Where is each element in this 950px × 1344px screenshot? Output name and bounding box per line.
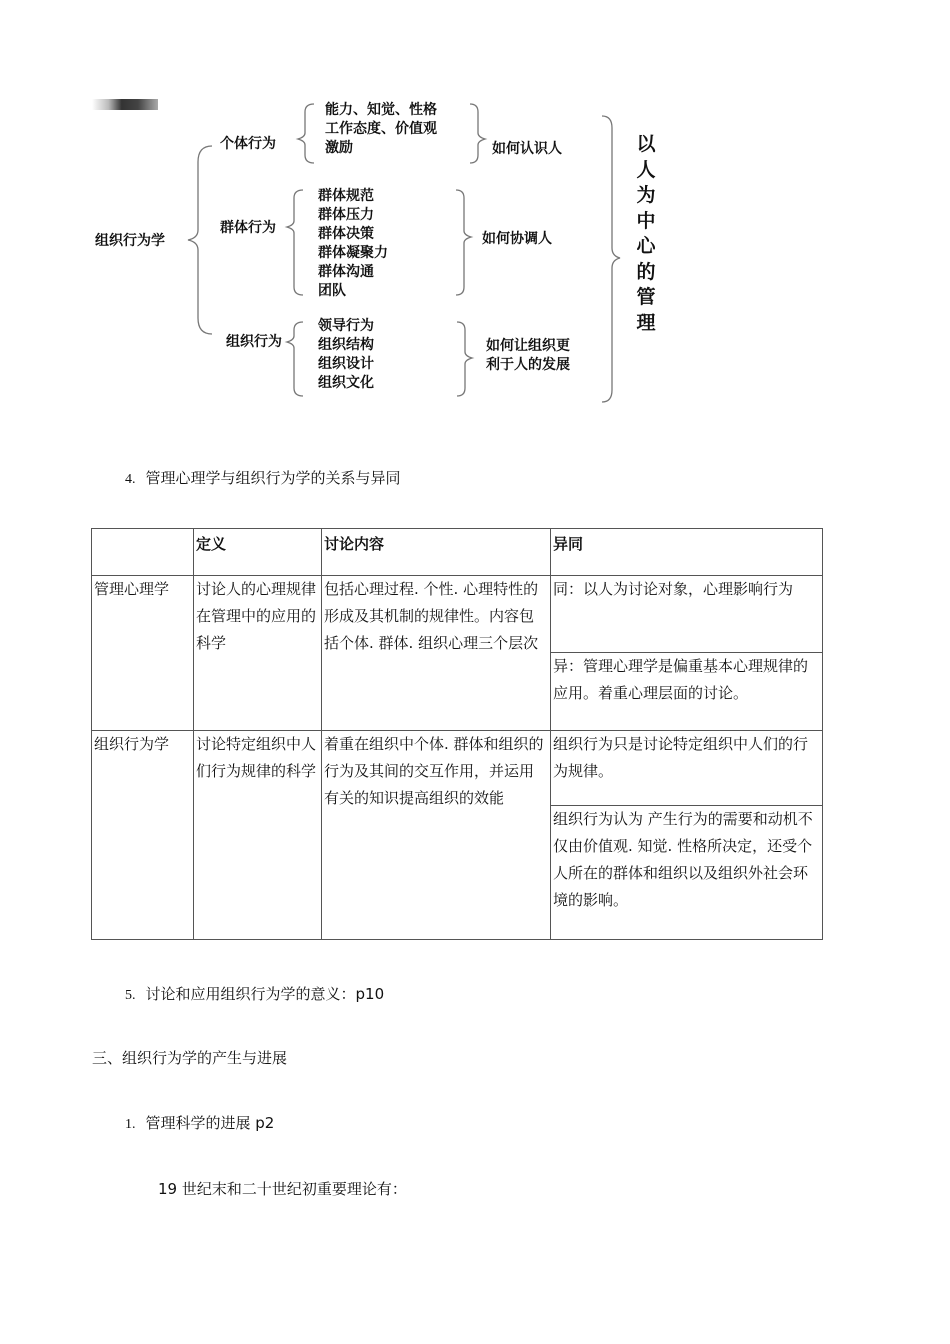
branch-item: 群体沟通 xyxy=(318,264,374,280)
conclusion-char: 理 xyxy=(636,311,656,334)
branch-item: 团队 xyxy=(318,283,346,299)
table-header-cell xyxy=(92,529,194,576)
similarity-text: 组织行为只是讨论特定组织中人们的行为规律。 xyxy=(553,735,809,780)
branch-item: 群体凝聚力 xyxy=(318,245,388,261)
branch-organization-purpose xyxy=(486,337,570,375)
branch-group-purpose: 如何协调人 xyxy=(482,231,552,247)
diagram-braces xyxy=(0,0,950,420)
branch-group-items xyxy=(318,187,388,301)
branch-item: 组织文化 xyxy=(318,375,374,391)
similarity-text: 同：以人为讨论对象，心理影响行为 xyxy=(553,580,794,598)
branch-individual-label: 个体行为 xyxy=(220,136,276,152)
section-4-heading xyxy=(125,467,401,488)
table-header-cell: 异同 xyxy=(551,529,823,576)
row-definition-cell: 讨论人的心理规律在管理中的应用的科学 xyxy=(194,576,322,731)
purpose-line: 利于人的发展 xyxy=(486,357,570,373)
conclusion-char: 为 xyxy=(636,184,656,206)
table-row xyxy=(92,576,823,731)
section-5-heading xyxy=(125,983,384,1004)
section-number: 1. xyxy=(125,1117,136,1132)
branch-item: 群体决策 xyxy=(318,226,374,242)
branch-group-label: 群体行为 xyxy=(220,220,276,236)
table-header-row xyxy=(92,529,823,576)
branch-organization-items xyxy=(318,317,374,393)
branch-item: 工作态度、价值观 xyxy=(325,121,437,137)
conclusion-char: 管 xyxy=(636,286,656,308)
row-name-cell: 管理心理学 xyxy=(92,576,194,731)
conclusion-char: 的 xyxy=(636,260,656,283)
difference-text: 异：管理心理学是偏重基本心理规律的应用。着重心理层面的讨论。 xyxy=(551,652,822,729)
section-title: 管理科学的进展 p2 xyxy=(145,1114,275,1132)
section-title: 管理心理学与组织行为学的关系与异同 xyxy=(145,469,401,487)
conclusion-char: 以 xyxy=(636,133,656,155)
difference-text: 组织行为认为 产生行为的需要和动机不仅由价值观. 知觉. 性格所决定，还受个人所在的群体和组织以及组织外社会环境的影响。 xyxy=(551,805,822,938)
branch-item: 领导行为 xyxy=(318,318,374,334)
section-number: 5. xyxy=(125,988,136,1003)
row-comparison-cell xyxy=(551,576,823,731)
branch-organization-label: 组织行为 xyxy=(226,334,282,350)
branch-individual-items xyxy=(325,101,437,158)
chapter-3-heading: 三、组织行为学的产生与进展 xyxy=(92,1049,288,1067)
branch-item: 组织设计 xyxy=(318,356,374,372)
branch-item: 群体规范 xyxy=(318,188,374,204)
section-number: 4. xyxy=(125,472,136,487)
row-definition-cell: 讨论特定组织中人们行为规律的科学 xyxy=(194,731,322,940)
comparison-table xyxy=(91,528,823,940)
conclusion-char: 人 xyxy=(636,158,656,181)
row-content-cell: 着重在组织中个体. 群体和组织的行为及其间的交互作用，并运用有关的知识提高组织的效能 xyxy=(322,731,551,940)
branch-item: 能力、知觉、性格 xyxy=(325,102,437,118)
purpose-line: 如何让组织更 xyxy=(486,338,570,354)
branch-individual-purpose: 如何认识人 xyxy=(492,141,562,157)
table-header-cell: 定义 xyxy=(194,529,322,576)
branch-item: 激励 xyxy=(325,140,353,156)
theories-intro-text: 19 世纪末和二十世纪初重要理论有： xyxy=(158,1180,407,1198)
section-title: 讨论和应用组织行为学的意义：p10 xyxy=(145,985,385,1003)
diagram-root: 组织行为学 xyxy=(95,233,165,249)
conclusion-char: 中 xyxy=(636,209,656,232)
conclusion-vertical-text xyxy=(634,132,658,336)
section-1-heading xyxy=(125,1112,274,1133)
row-comparison-cell xyxy=(551,731,823,940)
branch-item: 组织结构 xyxy=(318,337,374,353)
row-name-cell: 组织行为学 xyxy=(92,731,194,940)
branch-item: 群体压力 xyxy=(318,207,374,223)
table-header-cell: 讨论内容 xyxy=(322,529,551,576)
table-row xyxy=(92,731,823,940)
conclusion-char: 心 xyxy=(636,235,656,257)
row-content-cell: 包括心理过程. 个性. 心理特性的形成及其机制的规律性。内容包括个体. 群体. 组织心理三个层次 xyxy=(322,576,551,731)
